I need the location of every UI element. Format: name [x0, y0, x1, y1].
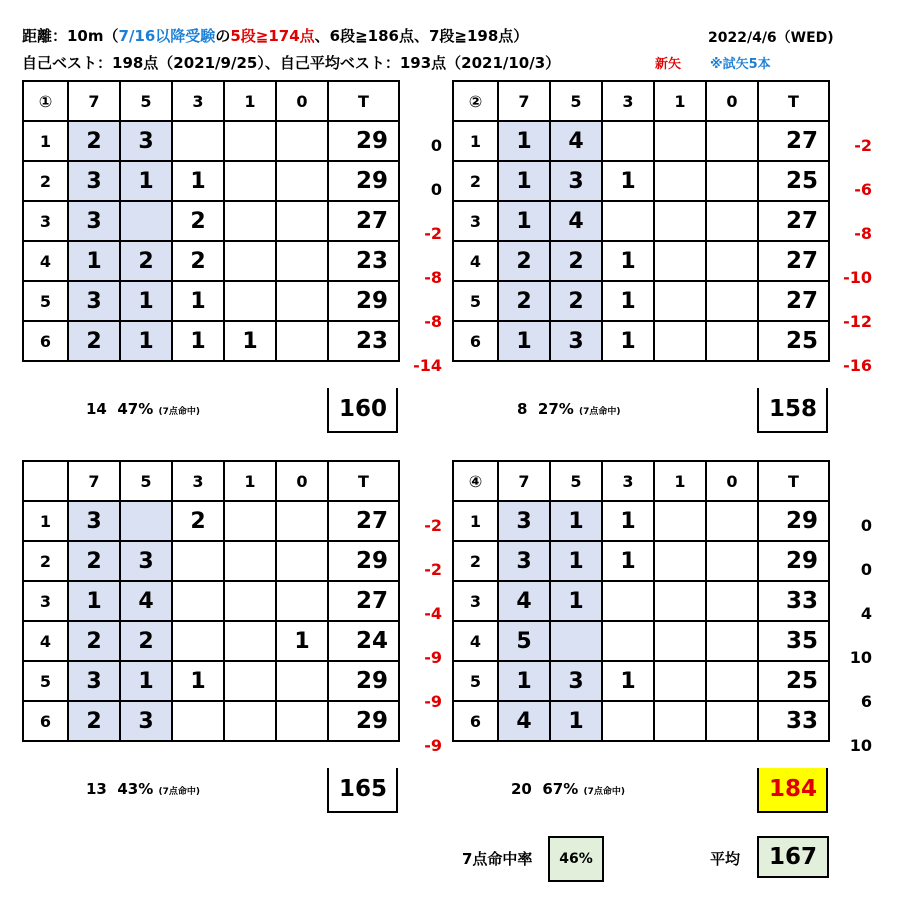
- end-row: [23, 201, 399, 241]
- count-3pt: [602, 621, 654, 661]
- count-0pt: [706, 281, 758, 321]
- column-header-3: 3: [172, 81, 224, 121]
- end-row: [23, 541, 399, 581]
- count-5pt: 2: [550, 241, 602, 281]
- exam-date-note: 7/16以降受験: [118, 27, 216, 45]
- end-total: 29: [328, 541, 399, 581]
- hit-stats-round-3: [86, 780, 200, 798]
- score-difference: -2: [424, 560, 442, 579]
- count-3pt: 1: [602, 161, 654, 201]
- end-number: 1: [453, 121, 498, 161]
- round-total-4: 184: [757, 768, 828, 813]
- count-1pt: [224, 121, 276, 161]
- score-difference: -8: [424, 312, 442, 331]
- header-row: [453, 461, 829, 501]
- end-number: 2: [453, 161, 498, 201]
- count-1pt: [654, 321, 706, 361]
- round-total-3: 165: [327, 768, 398, 813]
- score-difference: 10: [849, 648, 872, 667]
- count-0pt: [276, 241, 328, 281]
- end-total: 24: [328, 621, 399, 661]
- count-1pt: 1: [224, 321, 276, 361]
- column-header-3: 3: [172, 461, 224, 501]
- end-row: [453, 661, 829, 701]
- new-arrow-label: 新矢: [655, 57, 682, 72]
- column-header-3: 3: [602, 81, 654, 121]
- hit-stats-round-4: [511, 780, 625, 798]
- count-7pt: 2: [68, 541, 120, 581]
- count-7pt: 3: [68, 501, 120, 541]
- end-total: 23: [328, 321, 399, 361]
- column-header-0: 0: [276, 81, 328, 121]
- count-5pt: [550, 621, 602, 661]
- column-header-5: 5: [120, 81, 172, 121]
- count-3pt: 2: [172, 241, 224, 281]
- column-header-5: 5: [550, 81, 602, 121]
- count-5pt: 2: [120, 241, 172, 281]
- count-3pt: [172, 701, 224, 741]
- count-1pt: [654, 701, 706, 741]
- column-header-0: 0: [706, 81, 758, 121]
- end-total: 27: [758, 281, 829, 321]
- end-number: 5: [453, 661, 498, 701]
- column-header-7: 7: [498, 461, 550, 501]
- hit-stats-round-2: [517, 400, 621, 418]
- count-1pt: [224, 161, 276, 201]
- hit-note: (7点命中): [158, 787, 200, 797]
- count-0pt: [706, 541, 758, 581]
- end-total: 33: [758, 701, 829, 741]
- count-0pt: [276, 281, 328, 321]
- end-number: 1: [23, 121, 68, 161]
- end-number: 4: [23, 621, 68, 661]
- count-7pt: 3: [68, 281, 120, 321]
- count-3pt: [602, 701, 654, 741]
- count-0pt: [706, 121, 758, 161]
- count-0pt: [706, 321, 758, 361]
- end-number: 6: [23, 321, 68, 361]
- end-row: [23, 161, 399, 201]
- count-1pt: [224, 661, 276, 701]
- column-header-T: T: [758, 461, 829, 501]
- end-number: 4: [23, 241, 68, 281]
- end-total: 29: [328, 121, 399, 161]
- count-7pt: 2: [68, 121, 120, 161]
- count-5pt: [120, 501, 172, 541]
- hit-percent: 67%: [542, 780, 579, 798]
- count-0pt: [706, 621, 758, 661]
- count-1pt: [654, 201, 706, 241]
- count-0pt: [706, 501, 758, 541]
- end-row: [23, 501, 399, 541]
- count-3pt: [602, 201, 654, 241]
- count-5pt: 1: [550, 541, 602, 581]
- count-5pt: 1: [120, 281, 172, 321]
- end-row: [453, 621, 829, 661]
- column-header-7: 7: [68, 461, 120, 501]
- hit-count: 13: [86, 780, 107, 798]
- count-1pt: [654, 541, 706, 581]
- count-5pt: 4: [550, 121, 602, 161]
- score-difference: 10: [849, 736, 872, 755]
- count-1pt: [224, 281, 276, 321]
- count-5pt: 1: [550, 501, 602, 541]
- header-row: [23, 81, 399, 121]
- end-total: 29: [758, 541, 829, 581]
- column-header-7: 7: [498, 81, 550, 121]
- hit-stats-round-1: [86, 400, 200, 418]
- score-table-round-4: [452, 460, 830, 742]
- count-3pt: 1: [172, 321, 224, 361]
- hit-percent: 27%: [537, 400, 574, 418]
- count-5pt: 4: [550, 201, 602, 241]
- count-5pt: 1: [550, 701, 602, 741]
- count-7pt: 2: [68, 321, 120, 361]
- count-0pt: [706, 201, 758, 241]
- count-7pt: 4: [498, 701, 550, 741]
- column-header-0: 0: [706, 461, 758, 501]
- hit-note: (7点命中): [583, 787, 625, 797]
- round-label: ②: [453, 81, 498, 121]
- average-value: 167: [757, 836, 829, 878]
- score-difference: -2: [424, 516, 442, 535]
- end-number: 3: [453, 581, 498, 621]
- end-total: 25: [758, 661, 829, 701]
- count-5pt: 4: [120, 581, 172, 621]
- round-total-2: 158: [757, 388, 828, 433]
- count-5pt: 3: [550, 661, 602, 701]
- column-header-T: T: [328, 81, 399, 121]
- count-7pt: 4: [498, 581, 550, 621]
- end-total: 29: [758, 501, 829, 541]
- count-5pt: 1: [120, 161, 172, 201]
- end-total: 27: [758, 121, 829, 161]
- end-row: [453, 541, 829, 581]
- average-label: 平均: [710, 850, 741, 868]
- column-header-T: T: [758, 81, 829, 121]
- count-0pt: [276, 201, 328, 241]
- score-difference: -2: [854, 136, 872, 155]
- count-7pt: 3: [68, 201, 120, 241]
- score-difference: -10: [843, 268, 872, 287]
- end-number: 4: [453, 621, 498, 661]
- count-3pt: 1: [602, 501, 654, 541]
- header-row: [23, 461, 399, 501]
- count-7pt: 1: [498, 161, 550, 201]
- count-7pt: 1: [498, 321, 550, 361]
- count-7pt: 1: [68, 241, 120, 281]
- count-3pt: 1: [602, 661, 654, 701]
- count-5pt: 3: [550, 321, 602, 361]
- end-row: [23, 241, 399, 281]
- count-0pt: [276, 161, 328, 201]
- count-1pt: [654, 281, 706, 321]
- column-header-0: 0: [276, 461, 328, 501]
- score-difference: -9: [424, 692, 442, 711]
- count-7pt: 3: [498, 541, 550, 581]
- hit-rate-label: 7点命中率: [462, 850, 533, 868]
- end-row: [453, 321, 829, 361]
- column-header-1: 1: [224, 461, 276, 501]
- hit-note: (7点命中): [579, 407, 621, 417]
- score-difference: 0: [860, 516, 872, 535]
- score-difference: 6: [860, 692, 872, 711]
- end-row: [453, 281, 829, 321]
- end-row: [23, 121, 399, 161]
- count-1pt: [654, 121, 706, 161]
- count-5pt: 2: [550, 281, 602, 321]
- count-0pt: [276, 701, 328, 741]
- end-row: [453, 161, 829, 201]
- count-1pt: [654, 161, 706, 201]
- round-label: [23, 461, 68, 501]
- score-difference: -9: [424, 648, 442, 667]
- column-header-3: 3: [602, 461, 654, 501]
- end-total: 27: [758, 241, 829, 281]
- connector-text: の: [215, 27, 231, 45]
- count-3pt: 2: [172, 501, 224, 541]
- count-7pt: 2: [68, 701, 120, 741]
- count-5pt: 1: [120, 661, 172, 701]
- end-number: 6: [23, 701, 68, 741]
- end-total: 25: [758, 321, 829, 361]
- count-5pt: 2: [120, 621, 172, 661]
- count-7pt: 2: [498, 241, 550, 281]
- column-header-1: 1: [224, 81, 276, 121]
- count-0pt: [276, 321, 328, 361]
- count-7pt: 3: [68, 161, 120, 201]
- end-total: 29: [328, 701, 399, 741]
- end-number: 1: [453, 501, 498, 541]
- count-0pt: [706, 241, 758, 281]
- count-5pt: [120, 201, 172, 241]
- count-7pt: 2: [68, 621, 120, 661]
- count-5pt: 1: [120, 321, 172, 361]
- round-label: ④: [453, 461, 498, 501]
- count-7pt: 3: [498, 501, 550, 541]
- trial-arrows-note: ※試矢5本: [710, 57, 771, 72]
- count-0pt: [276, 121, 328, 161]
- score-difference: -12: [843, 312, 872, 331]
- count-0pt: [706, 161, 758, 201]
- end-row: [23, 661, 399, 701]
- count-3pt: [172, 581, 224, 621]
- count-7pt: 1: [498, 661, 550, 701]
- score-table-round-2: [452, 80, 830, 362]
- count-3pt: [602, 581, 654, 621]
- end-total: 29: [328, 661, 399, 701]
- count-3pt: [172, 541, 224, 581]
- end-row: [453, 201, 829, 241]
- count-5pt: 1: [550, 581, 602, 621]
- count-7pt: 3: [68, 661, 120, 701]
- end-row: [453, 701, 829, 741]
- count-3pt: 1: [602, 321, 654, 361]
- end-number: 5: [23, 661, 68, 701]
- count-1pt: [224, 241, 276, 281]
- score-table-round-3: [22, 460, 400, 742]
- end-row: [23, 581, 399, 621]
- count-3pt: [172, 621, 224, 661]
- score-difference: -16: [843, 356, 872, 375]
- count-1pt: [224, 581, 276, 621]
- 5dan-requirement: 5段≧174点: [230, 27, 315, 45]
- distance-text: 距離：10m（: [22, 27, 119, 45]
- count-3pt: 1: [602, 541, 654, 581]
- count-3pt: 2: [172, 201, 224, 241]
- end-number: 6: [453, 321, 498, 361]
- count-7pt: 1: [68, 581, 120, 621]
- column-header-T: T: [328, 461, 399, 501]
- hit-count: 8: [517, 400, 528, 418]
- count-3pt: 1: [172, 661, 224, 701]
- end-total: 25: [758, 161, 829, 201]
- header-row: [453, 81, 829, 121]
- other-requirements: 、6段≧186点、7段≧198点）: [314, 27, 529, 45]
- count-3pt: 1: [172, 281, 224, 321]
- count-0pt: [706, 661, 758, 701]
- count-1pt: [224, 701, 276, 741]
- end-row: [23, 621, 399, 661]
- score-difference: -8: [854, 224, 872, 243]
- count-3pt: 1: [602, 241, 654, 281]
- count-1pt: [224, 201, 276, 241]
- end-total: 27: [328, 501, 399, 541]
- score-difference: -9: [424, 736, 442, 755]
- end-row: [453, 121, 829, 161]
- count-1pt: [654, 621, 706, 661]
- count-5pt: 3: [550, 161, 602, 201]
- count-3pt: 1: [602, 281, 654, 321]
- end-total: 29: [328, 281, 399, 321]
- hit-count: 14: [86, 400, 107, 418]
- end-number: 3: [23, 201, 68, 241]
- end-row: [453, 241, 829, 281]
- end-total: 27: [758, 201, 829, 241]
- score-difference: -14: [413, 356, 442, 375]
- end-total: 33: [758, 581, 829, 621]
- hit-rate-value: 46%: [548, 836, 604, 882]
- end-number: 6: [453, 701, 498, 741]
- count-0pt: [276, 501, 328, 541]
- count-5pt: 3: [120, 121, 172, 161]
- score-difference: 0: [430, 180, 442, 199]
- score-difference: -8: [424, 268, 442, 287]
- count-0pt: [706, 581, 758, 621]
- end-total: 23: [328, 241, 399, 281]
- score-table-round-1: [22, 80, 400, 362]
- count-0pt: [276, 581, 328, 621]
- count-3pt: [172, 121, 224, 161]
- count-0pt: [706, 701, 758, 741]
- count-5pt: 3: [120, 541, 172, 581]
- round-label: ①: [23, 81, 68, 121]
- column-header-1: 1: [654, 461, 706, 501]
- count-0pt: [276, 661, 328, 701]
- header-line-personal-best: 自己ベスト：198点（2021/9/25）、自己平均ベスト：193点（2021/10/3）: [22, 54, 561, 72]
- hit-percent: 47%: [117, 400, 154, 418]
- end-row: [23, 321, 399, 361]
- count-3pt: 1: [172, 161, 224, 201]
- count-1pt: [224, 621, 276, 661]
- column-header-7: 7: [68, 81, 120, 121]
- count-0pt: [276, 541, 328, 581]
- end-row: [23, 281, 399, 321]
- count-1pt: [224, 541, 276, 581]
- score-difference: 0: [860, 560, 872, 579]
- score-difference: 0: [430, 136, 442, 155]
- end-number: 2: [23, 161, 68, 201]
- hit-percent: 43%: [117, 780, 154, 798]
- end-row: [453, 501, 829, 541]
- column-header-1: 1: [654, 81, 706, 121]
- end-number: 3: [23, 581, 68, 621]
- column-header-5: 5: [120, 461, 172, 501]
- end-number: 5: [23, 281, 68, 321]
- score-difference: -4: [424, 604, 442, 623]
- count-1pt: [654, 581, 706, 621]
- count-7pt: 5: [498, 621, 550, 661]
- count-1pt: [654, 501, 706, 541]
- end-number: 2: [453, 541, 498, 581]
- end-number: 4: [453, 241, 498, 281]
- end-row: [453, 581, 829, 621]
- count-7pt: 1: [498, 201, 550, 241]
- end-number: 2: [23, 541, 68, 581]
- hit-note: (7点命中): [158, 407, 200, 417]
- count-7pt: 1: [498, 121, 550, 161]
- end-row: [23, 701, 399, 741]
- count-3pt: [602, 121, 654, 161]
- round-total-1: 160: [327, 388, 398, 433]
- score-difference: 4: [860, 604, 872, 623]
- end-total: 27: [328, 581, 399, 621]
- column-header-5: 5: [550, 461, 602, 501]
- score-difference: -2: [424, 224, 442, 243]
- count-1pt: [224, 501, 276, 541]
- count-0pt: 1: [276, 621, 328, 661]
- count-1pt: [654, 661, 706, 701]
- end-total: 35: [758, 621, 829, 661]
- session-date: 2022/4/6（WED): [708, 30, 834, 46]
- count-5pt: 3: [120, 701, 172, 741]
- end-number: 5: [453, 281, 498, 321]
- end-number: 1: [23, 501, 68, 541]
- count-7pt: 2: [498, 281, 550, 321]
- score-difference: -6: [854, 180, 872, 199]
- header-line-distance: [22, 25, 528, 46]
- count-1pt: [654, 241, 706, 281]
- hit-count: 20: [511, 780, 532, 798]
- end-number: 3: [453, 201, 498, 241]
- end-total: 27: [328, 201, 399, 241]
- end-total: 29: [328, 161, 399, 201]
